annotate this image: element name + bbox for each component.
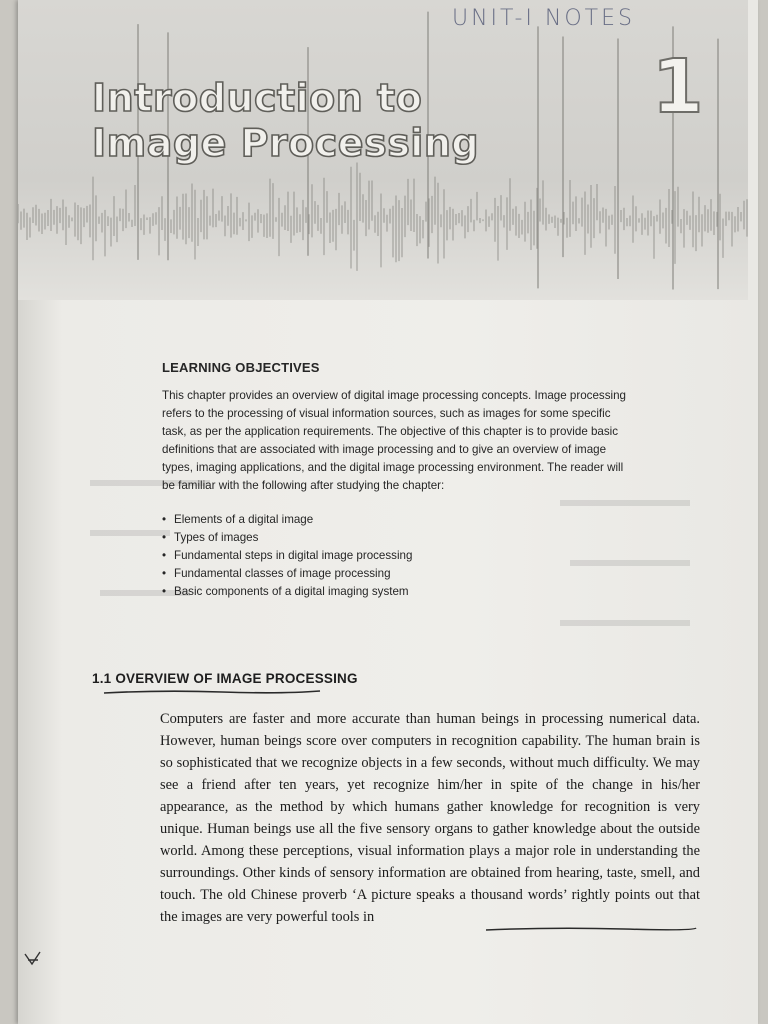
objectives-list xyxy=(162,511,636,601)
section-heading: 1.1 OVERVIEW OF IMAGE PROCESSING xyxy=(92,671,358,686)
chapter-title-line1: Introduction to xyxy=(92,76,423,120)
section-body-text: Computers are faster and more accurate than human beings in processing numerical data. However, human beings score over computers in recognition capability. The human brain is so sophisticated that we recognize objects in a few seconds, without much difficulty. We may see a friend after ten years, yet recognize him/her in spite of the change in his/her appearance, as the method by which humans gather knowledge for recognition is very unique. Human beings use all the five sensory organs to gather knowledge about the outside world. Among these perceptions, visual information plays a major role in understanding the surroundings. Other kinds of sensory information are obtained from hearing, taste, smell, and touch. The old Chinese proverb ‘A picture speaks a thousand words’ rightly points out that the images are very powerful tools in xyxy=(160,711,700,925)
learning-objectives-heading: LEARNING OBJECTIVES xyxy=(162,360,320,375)
list-item: • Basic components of a digital imaging system xyxy=(162,583,636,601)
pen-doodle-mark xyxy=(22,948,44,970)
list-item: • Fundamental steps in digital image processing xyxy=(162,547,636,565)
list-item: • Fundamental classes of image processing xyxy=(162,565,636,583)
chapter-title-line2: Image Processing xyxy=(92,121,480,165)
pen-underline-body xyxy=(484,924,698,934)
list-item: • Types of images xyxy=(162,529,636,547)
list-item: • Elements of a digital image xyxy=(162,511,636,529)
learning-objectives xyxy=(162,360,636,601)
learning-objectives-body: This chapter provides an overview of digital image processing concepts. Image processing refers to the processing of visual information sources, such as images for some specific task, as per the application requirements. The objective of this chapter is to provide basic definitions that are associated with image processing and to give an overview of image types, imaging applications, and the digital image processing environment. The reader will be familiar with the following after studying the chapter: xyxy=(162,389,626,492)
chapter-number: 1 xyxy=(652,44,704,130)
chapter-title xyxy=(92,76,512,166)
pen-underline-heading xyxy=(102,688,322,696)
handwritten-unit-note: UNIT-I NOTES xyxy=(452,6,635,31)
